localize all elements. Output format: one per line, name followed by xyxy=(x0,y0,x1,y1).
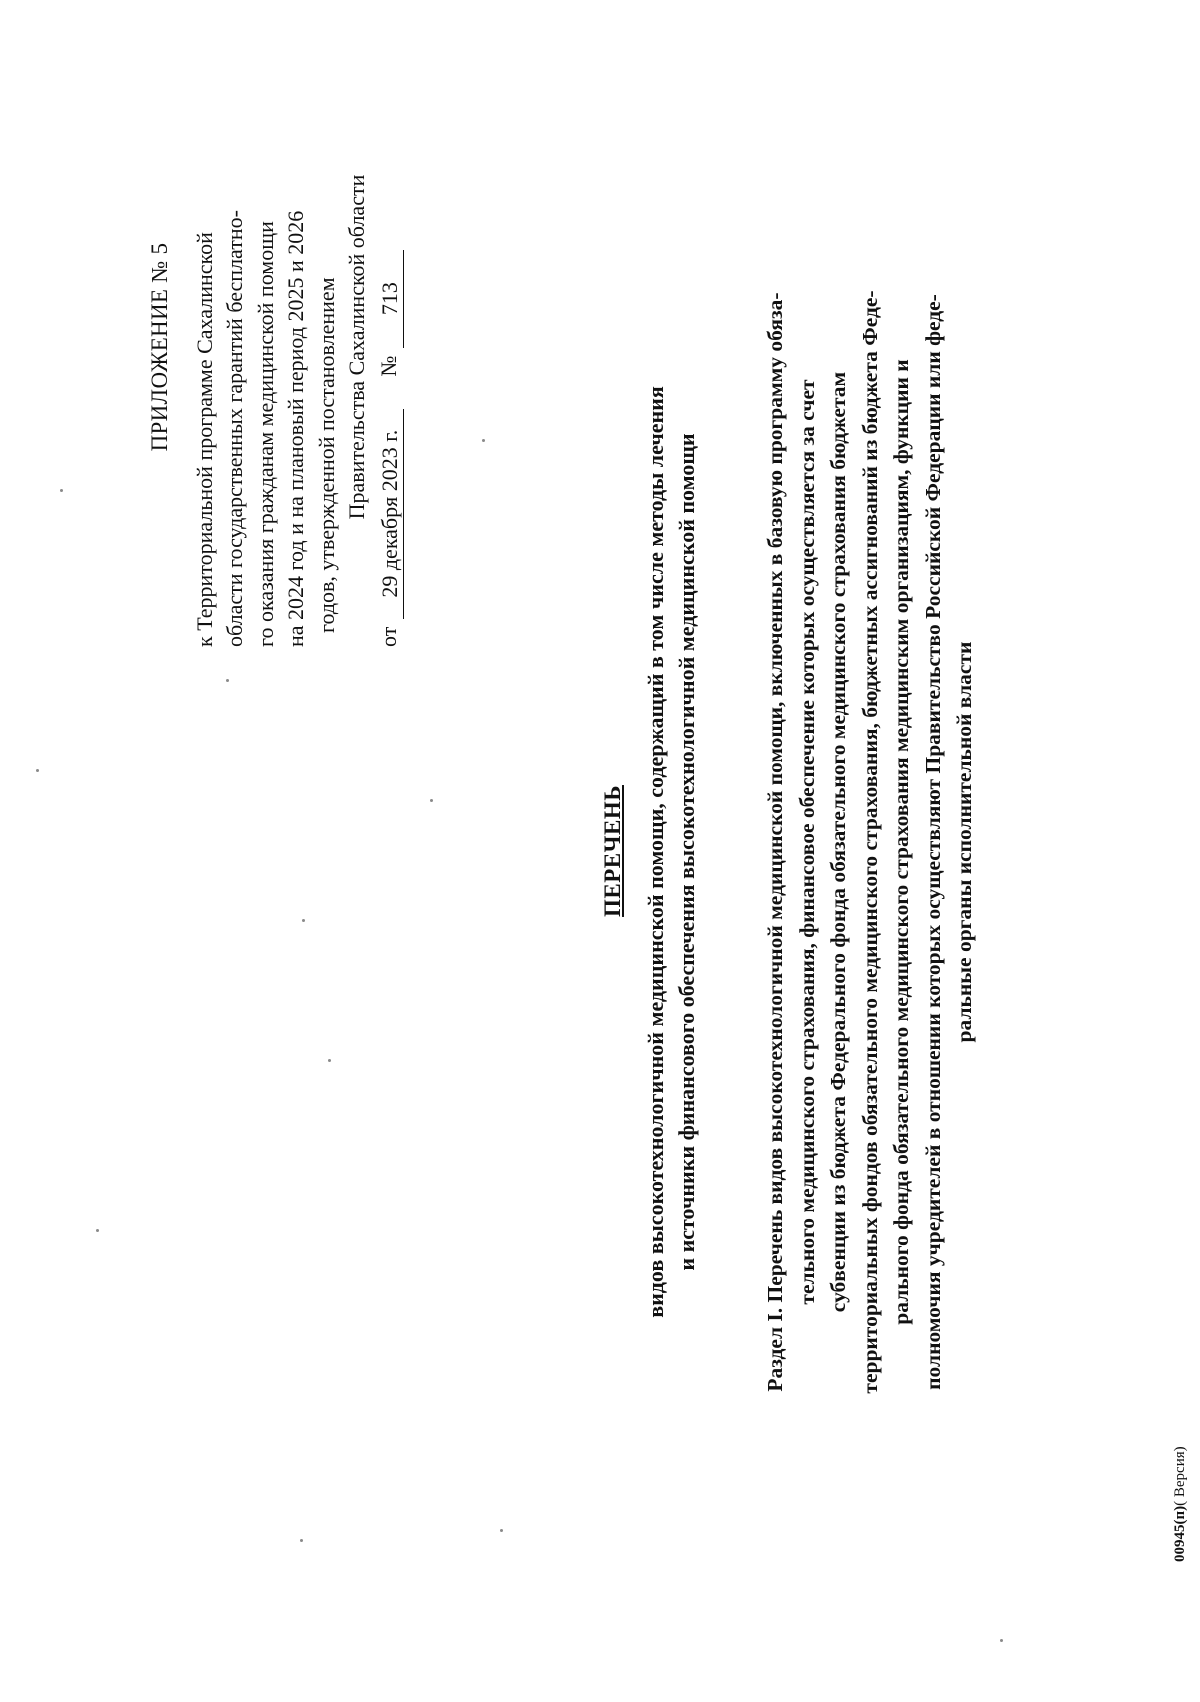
version-footer xyxy=(1172,1446,1189,1562)
document-title: ПЕРЕЧЕНЬ xyxy=(600,785,625,917)
scan-speck xyxy=(96,1229,99,1232)
section-line: рального фонда обязательного медицинского страхования медицинским организациям, функции и xyxy=(889,359,913,1325)
appendix-line: к Территориальной программе Сахалинской xyxy=(191,232,217,647)
from-label: от xyxy=(375,626,401,647)
scan-speck xyxy=(1000,1639,1003,1642)
appendix-line: годов, утвержденной постановлением xyxy=(313,277,339,633)
section-line: полномочия учредителей в отношении которых осуществляют Правительство Российской Федерации или феде- xyxy=(920,294,945,1390)
scan-speck xyxy=(60,489,63,492)
scan-speck xyxy=(226,679,229,682)
signature-line xyxy=(374,47,405,647)
number-label: № xyxy=(375,355,401,377)
scan-speck xyxy=(328,1059,331,1062)
appendix-line: на 2024 год и на плановый период 2025 и 2026 xyxy=(283,210,308,647)
decree-number: 713 xyxy=(377,250,404,348)
section-line: ральные органы исполнительной власти xyxy=(952,641,976,1043)
scan-speck xyxy=(500,1529,503,1532)
version-label: ( Версия) xyxy=(1172,1446,1188,1506)
appendix-line: Правительства Сахалинской области xyxy=(344,174,369,520)
section-line: субвенции из бюджета Федерального фонда обязательного медицинского страхования бюджетам xyxy=(826,371,850,1313)
section-line: Раздел I. Перечень видов высокотехнологичной медицинской помощи, включенных в базовую программу обяза- xyxy=(763,292,787,1392)
document-code: 00945(п) xyxy=(1172,1505,1188,1562)
appendix-block xyxy=(145,47,404,647)
section-line: территориальных фондов обязательного медицинского страхования, бюджетных ассигнований из бюджета Феде- xyxy=(857,290,882,1394)
subtitle-line: видов высокотехнологичной медицинской помощи, содержащий в том числе методы лечения xyxy=(643,386,668,1318)
scan-speck xyxy=(300,1539,303,1542)
decree-date: 29 декабря 2023 г. xyxy=(377,409,404,619)
appendix-line: области государственных гарантий бесплатно- xyxy=(222,210,247,647)
document-subtitle xyxy=(640,202,702,1502)
section-heading xyxy=(760,122,981,1562)
scan-speck xyxy=(482,439,485,442)
scan-speck xyxy=(430,799,433,802)
subtitle-line: и источники финансового обеспечения высокотехнологичной медицинской помощи xyxy=(674,433,699,1271)
scan-speck xyxy=(36,769,39,772)
appendix-title: ПРИЛОЖЕНИЕ № 5 xyxy=(147,242,172,452)
scan-speck xyxy=(302,919,305,922)
section-line: тельного медицинского страхования, финансовое обеспечение которых осуществляется за счет xyxy=(794,379,819,1305)
appendix-line: го оказания гражданам медицинской помощи xyxy=(252,221,278,647)
